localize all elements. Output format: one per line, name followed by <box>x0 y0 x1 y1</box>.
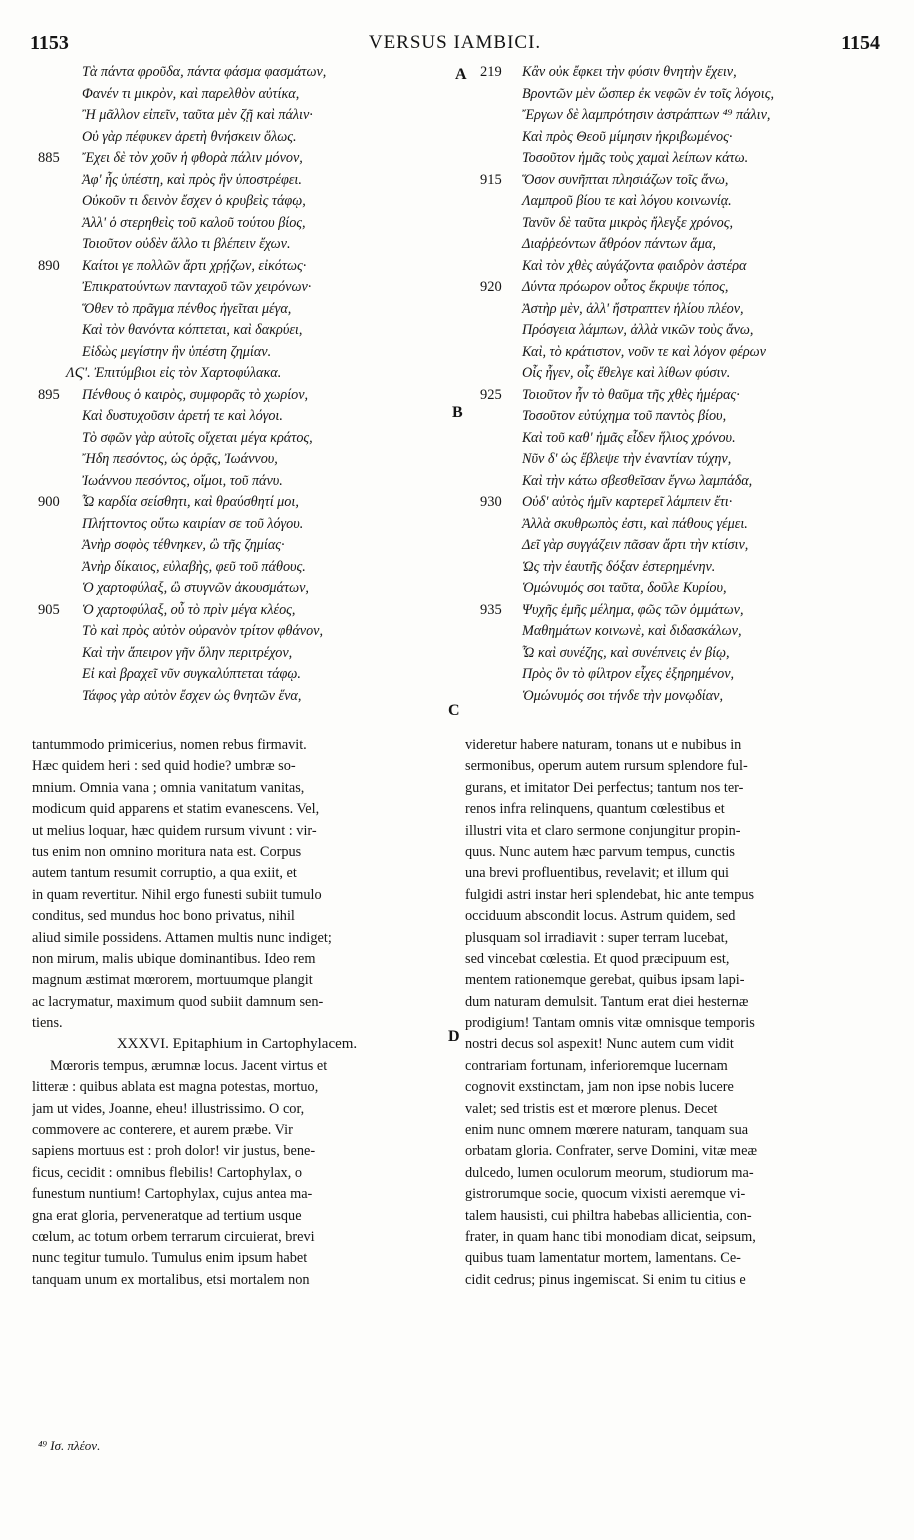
text-line: videretur habere naturam, tonans ut e nubibus in <box>465 737 742 753</box>
verse-text: Τανῦν δὲ ταῦτα μικρὸς ἤλεγξε χρόνος, <box>522 214 734 231</box>
verse-text: Μαθημάτων κοινωνὲ, καὶ διδασκάλων, <box>522 623 742 639</box>
verse-line <box>38 621 450 643</box>
verse-line <box>480 342 880 364</box>
text-line: enim nunc omnem mœrere naturam, tanquam sua <box>465 1122 749 1139</box>
text-line: prodigium! Tantam omnis vitæ omnisque temporis <box>465 1015 755 1032</box>
verse-text: Εἰ καὶ βραχεῖ νῦν συγκαλύπτεται τάφῳ. <box>82 666 301 682</box>
text-line: renos infra relinquens, quantum cœlestibus et <box>465 801 725 818</box>
verse-line <box>38 557 450 579</box>
verse-line <box>38 148 450 170</box>
text-line: litteræ : quibus ablata est magna potestas, mortuo, <box>32 1079 319 1096</box>
verse-line <box>480 686 880 708</box>
text-line: funestum nuntium! Cartophylax, cujus antea ma- <box>32 1186 313 1203</box>
text-line: una brevi profluentibus, revelavit; et illum qui <box>465 865 730 882</box>
verse-line <box>480 385 880 407</box>
verse-number: 920 <box>480 279 502 295</box>
verse-text: Ἔργων δὲ λαμπρότησιν ἀστράπτων ⁴⁹ πάλιν, <box>522 107 771 123</box>
verse-text: Δεῖ γὰρ συγγάζειν πᾶσαν ἄρτι τὴν κτίσιν, <box>522 537 749 553</box>
epitaph-title: XXXVI. Epitaphium in Cartophylacem. <box>116 1036 358 1053</box>
verse-text: Καὶ τοῦ καθ' ἡμᾶς εἶδεν ἥλιος χρόνου. <box>522 429 736 446</box>
text-line: tiens. <box>32 1015 63 1032</box>
verse-line <box>38 600 450 622</box>
text-line: nostri decus sol aspexit! Nunc autem cum vidit <box>465 1036 734 1053</box>
text-line: sed vincebat cœlestia. Et quod præcipuum est, <box>465 950 730 967</box>
text-line: ut melius loquar, hæc quidem rursum vivunt : vir- <box>32 822 317 839</box>
verse-line <box>480 277 880 299</box>
running-title: VERSUS IAMBICI. <box>368 32 542 53</box>
verse-text: Οὐδ' αὐτὸς ἡμῖν καρτερεῖ λάμπειν ἔτι· <box>522 494 733 510</box>
latin-translation-column-right <box>465 735 878 1291</box>
verse-text: Ἀνὴρ σοφὸς τέθνηκεν, ὢ τῆς ζημίας· <box>82 537 285 553</box>
text-line: in quam revertitur. Nihil ergo funesti subiit tumulo <box>32 886 322 903</box>
verse-text: Ὦ καρδία σείσθητι, καὶ θραύσθητί μοι, <box>82 494 299 510</box>
text-line: talem hausisti, cui philtra habebas allicientia, con- <box>465 1207 752 1224</box>
verse-line <box>480 428 880 450</box>
verse-line <box>38 385 450 407</box>
text-line: cognovit exstinctam, jam non ipse nobis lucere <box>465 1079 734 1096</box>
verse-text: ΛϚ'. Ἐπιτύμβιοι εἰς τὸν Χαρτοφύλακα. <box>66 365 282 381</box>
verse-text: Τάφος γὰρ αὐτὸν ἔσχεν ὡς θνητῶν ἕνα, <box>82 687 302 704</box>
verse-text: Ἀλλ' ὁ στερηθεὶς τοῦ καλοῦ τούτου βίος, <box>82 214 306 231</box>
verse-line <box>38 342 450 364</box>
footnote: ⁴⁹ Ισ. πλέον. <box>38 1438 101 1453</box>
verse-text: Ὦ καὶ συνέζης, καὶ συνέπνεις ἐν βίῳ, <box>522 644 730 661</box>
verse-text: Κἂν οὐκ ἔφκει τὴν φύσιν θνητὴν ἔχειν, <box>522 64 737 80</box>
verse-number: 930 <box>480 494 502 510</box>
verse-line <box>480 191 880 213</box>
verse-line <box>480 234 880 256</box>
verse-text: Λαμπροῦ βίου τε καὶ λόγου κοινωνίᾳ. <box>522 193 732 209</box>
text-line: quus. Nunc autem hæc parvum tempus, cunctis <box>465 843 736 860</box>
verse-text: Εἰδὼς μεγίστην ἣν ὑπέστη ζημίαν. <box>82 343 272 360</box>
verse-line <box>480 256 880 278</box>
text-line: jam ut vides, Joanne, eheu! illustrissimo. O cor, <box>32 1100 305 1117</box>
verse-line <box>38 686 450 708</box>
verse-number: 915 <box>480 171 502 188</box>
text-line: valet; sed tristis est et mœrore plenus. Decet <box>465 1100 718 1117</box>
verse-number: 905 <box>38 601 60 618</box>
text-line: mentem rationemque gerebat, quibus ipsam lapi- <box>465 972 745 989</box>
verse-text: Πρόσγεια λάμπων, ἀλλὰ νικῶν τοὺς ἄνω, <box>522 322 754 338</box>
verse-line <box>38 514 450 536</box>
verse-line <box>480 62 880 84</box>
verse-line <box>38 535 450 557</box>
verse-text: Δύντα πρόωρον οὗτος ἔκρυψε τόπος, <box>522 279 729 295</box>
text-line: non mirum, malis ubique dominantibus. Ideo rem <box>32 950 316 967</box>
verse-text: Τοιοῦτον οὐδὲν ἄλλο τι βλέπειν ἔχων. <box>82 236 291 252</box>
latin-translation-column-left <box>32 735 442 1291</box>
verse-text: Ψυχῆς ἐμῆς μέλημα, φῶς τῶν ὀμμάτων, <box>522 601 744 618</box>
verse-line <box>480 578 880 600</box>
verse-line <box>480 170 880 192</box>
verse-text: Ἀστὴρ μὲν, ἀλλ' ἤστραπτεν ἡλίου πλέον, <box>522 300 744 317</box>
verse-number: 890 <box>38 257 60 274</box>
verse-line <box>38 213 450 235</box>
verse-text: Ὁμώνυμός σοι τήνδε τὴν μονῳδίαν, <box>522 687 724 704</box>
text-line: autem tantum resumit corruptio, a qua exiit, et <box>32 865 297 882</box>
verse-line <box>480 557 880 579</box>
verse-text: Καὶ τὸν θανόντα κόπτεται, καὶ δακρύει, <box>82 322 303 338</box>
verse-line <box>38 428 450 450</box>
verse-text: Ἰωάννου πεσόντος, οἴμοι, τοῦ πάνυ. <box>82 472 283 489</box>
text-line: Hæc quidem heri : sed quid hodie? umbræ so- <box>32 758 296 775</box>
right-page-number: 1154 <box>841 32 880 54</box>
verse-text: Ὅσον συνῆπται πλησιάζων τοῖς ἄνω, <box>522 171 729 188</box>
verse-text: Τοιοῦτον ἦν τὸ θαῦμα τῆς χθὲς ἡμέρας· <box>522 386 740 403</box>
verse-text: Καὶ δυστυχοῦσιν ἀρετή τε καὶ λόγοι. <box>82 408 283 424</box>
text-line: conditus, sed mundus hoc bono privatus, nihil <box>32 908 295 925</box>
verse-line <box>38 299 450 321</box>
verse-line <box>480 127 880 149</box>
verse-text: Βροντῶν μὲν ὥσπερ ἐκ νεφῶν ἐν τοῖς λόγοις, <box>522 85 774 102</box>
text-line: aliud simile possidens. Attamen multis nunc indiget; <box>32 929 332 946</box>
text-line: contrariam fortunam, inferioremque lucernam <box>465 1057 728 1074</box>
verse-line <box>38 84 450 106</box>
verse-text: Καίτοι γε πολλῶν ἄρτι χρῄζων, εἰκότως· <box>82 257 307 274</box>
text-line: tus enim non omnino moritura nata est. Corpus <box>32 843 302 860</box>
verse-line <box>480 492 880 514</box>
verse-text: Οἷς ἦγεν, οἷς ἔθελγε καὶ λίθων φύσιν. <box>522 365 731 381</box>
verse-text: Τὸ καὶ πρὸς αὐτὸν οὐρανὸν τρίτον φθάνον, <box>82 623 324 639</box>
verse-text: Ὁμώνυμός σοι ταῦτα, δοῦλε Κυρίου, <box>522 580 727 596</box>
verse-text: Καὶ πρὸς Θεοῦ μίμησιν ἠκριβωμένος· <box>522 128 733 145</box>
text-line: fulgidi astri instar heri splendebat, hic ante tempus <box>465 886 755 903</box>
verse-text: Ἐπικρατούντων πανταχοῦ τῶν χειρόνων· <box>82 279 312 295</box>
text-line: illustri vita et claro sermone conjungitur propin- <box>465 822 741 839</box>
verse-line <box>480 643 880 665</box>
text-line: frater, in quam hanc tibi monodiam dicat, seipsum, <box>465 1228 756 1245</box>
text-line: nunc tegitur tumulo. Tumulus enim ipsum habet <box>32 1250 308 1267</box>
verse-text: Πλήττοντος οὕτω καιρίαν σε τοῦ λόγου. <box>82 515 304 532</box>
verse-text: Ὅθεν τὸ πρᾶγμα πένθος ἡγεῖται μέγα, <box>82 300 292 317</box>
verse-line <box>480 535 880 557</box>
verse-text: Ὡς τὴν ἑαυτῆς δόξαν ἐστερημένην. <box>522 558 716 575</box>
verse-text: Ἢ μᾶλλον εἰπεῖν, ταῦτα μὲν ζῇ καὶ πάλιν· <box>82 107 313 123</box>
text-line: occiduum abscondit locus. Astrum quidem, sed <box>465 908 736 925</box>
verse-number: 885 <box>38 150 60 166</box>
greek-verse-column-right <box>480 62 880 707</box>
text-line: cidit cedrus; pinus ingemiscat. Si enim tu citius e <box>465 1271 746 1288</box>
verse-number: 900 <box>38 494 60 510</box>
verse-text: Καὶ τὸν χθὲς αὐγάζοντα φαιδρὸν ἀστέρα <box>522 257 747 274</box>
text-line: gna erat gloria, perveneratque ad tertium usque <box>32 1207 302 1224</box>
verse-line <box>38 256 450 278</box>
text-line: sapiens mortuus est : proh dolor! vir justus, bene- <box>32 1143 316 1160</box>
verse-line <box>38 191 450 213</box>
left-page-number: 1153 <box>30 32 69 54</box>
verse-line <box>38 471 450 493</box>
text-line: dum naturam demulsit. Tantum erat diei hesternæ <box>465 993 749 1010</box>
verse-line <box>38 320 450 342</box>
verse-text: Διαῤῥεόντων ἄθρόον πάντων ἅμα, <box>522 236 716 252</box>
verse-number: 895 <box>38 386 60 403</box>
text-line: tantummodo primicerius, nomen rebus firmavit. <box>32 737 307 753</box>
verse-line <box>480 84 880 106</box>
verse-line <box>480 299 880 321</box>
verse-text: Τοσοῦτον ἡμᾶς τοὺς χαμαὶ λείπων κάτω. <box>522 150 749 166</box>
verse-line <box>480 105 880 127</box>
verse-line <box>38 578 450 600</box>
verse-text: Ἀφ' ἧς ὑπέστη, καὶ πρὸς ἣν ὑποστρέφει. <box>82 171 302 188</box>
verse-line <box>38 234 450 256</box>
text-line: ficus, cecidit : omnibus flebilis! Cartophylax, o <box>32 1164 303 1181</box>
text-line: Mœroris tempus, ærumnæ locus. Jacent virtus et <box>50 1057 328 1074</box>
text-line: dulcedo, lumen oculorum meorum, studiorum ma- <box>465 1164 754 1181</box>
verse-line <box>38 127 450 149</box>
text-line: sermonibus, operum autem rursum splendore ful- <box>465 758 748 775</box>
verse-line <box>480 320 880 342</box>
verse-line <box>480 471 880 493</box>
text-line: magnum æstimat mœrorem, mortuumque plangit <box>32 972 313 989</box>
verse-text: Καὶ, τὸ κράτιστον, νοῦν τε καὶ λόγον φέρων <box>522 343 766 360</box>
verse-text: Ὁ χαρτοφύλαξ, οὗ τὸ πρὶν μέγα κλέος, <box>82 601 296 618</box>
page-header <box>30 32 880 58</box>
verse-line <box>480 363 880 385</box>
verse-line <box>38 62 450 84</box>
verse-line <box>480 148 880 170</box>
verse-line <box>480 664 880 686</box>
verse-line <box>38 664 450 686</box>
text-line: mnium. Omnia vana ; omnia vanitatum vanitas, <box>32 779 305 796</box>
verse-text: Καὶ τὴν ἄπειρον γῆν ὅλην περιτρέχον, <box>82 644 293 661</box>
section-heading <box>38 363 450 385</box>
verse-text: Ἀλλὰ σκυθρωπὸς ἐστι, καὶ πάθους γέμει. <box>522 515 748 532</box>
text-line: gistrorumque socie, quocum vixisti aeremque vi- <box>465 1186 746 1203</box>
verse-line <box>480 621 880 643</box>
margin-letter-a: A <box>455 66 467 83</box>
greek-verse-column-left <box>38 62 450 707</box>
verse-line <box>480 449 880 471</box>
margin-letter-c: C <box>448 702 460 719</box>
text-line: cœlum, ac totum orbem terrarum circuierat, brevi <box>32 1228 315 1245</box>
verse-text: Φανέν τι μικρὸν, καὶ παρελθὸν αὐτίκα, <box>82 85 300 102</box>
verse-line <box>38 492 450 514</box>
verse-text: Πρὸς ὃν τὸ φίλτρον εἶχες ἐξηρημένον, <box>522 666 735 682</box>
text-line: orbatam gloria. Confrater, serve Domini, vitæ meæ <box>465 1143 758 1160</box>
verse-text: Ἤδη πεσόντος, ὡς ὁρᾷς, Ἰωάννου, <box>82 451 278 467</box>
text-line: ac lacrymatur, maximum quod subiit damnum sen- <box>32 993 324 1010</box>
verse-text: Οὐ γὰρ πέφυκεν ἀρετὴ θνήσκειν ὅλως. <box>82 128 297 145</box>
text-line: plusquam sol irradiavit : super terram lucebat, <box>465 929 729 946</box>
margin-letter-b: B <box>452 404 463 421</box>
verse-line <box>38 170 450 192</box>
text-line: commovere ac conterere, et aurem præbe. Vir <box>32 1122 293 1139</box>
verse-number: 925 <box>480 386 502 403</box>
verse-line <box>480 213 880 235</box>
verse-line <box>480 514 880 536</box>
verse-text: Τὰ πάντα φροῦδα, πάντα φάσμα φασμάτων, <box>82 64 327 80</box>
verse-text: Τοσοῦτον εὐτύχημα τοῦ παντὸς βίου, <box>522 408 727 424</box>
verse-text: Ὁ χαρτοφύλαξ, ὢ στυγνῶν ἀκουσμάτων, <box>82 580 309 596</box>
verse-line <box>38 406 450 428</box>
verse-text: Πένθους ὁ καιρὸς, συμφορᾶς τὸ χωρίον, <box>82 386 309 403</box>
verse-line <box>38 643 450 665</box>
verse-text: Ἔχει δὲ τὸν χοῦν ἡ φθορὰ πάλιν μόνον, <box>82 150 303 166</box>
verse-text: Νῦν δ' ὡς ἔβλεψε τὴν ἐναντίαν τύχην, <box>522 451 732 467</box>
verse-text: Ἀνὴρ δίκαιος, εὐλαβὴς, φεῦ τοῦ πάθους. <box>82 558 306 575</box>
verse-line <box>38 105 450 127</box>
text-line: tanquam unum ex mortalibus, etsi mortalem non <box>32 1271 310 1288</box>
verse-number: 219 <box>480 64 502 80</box>
verse-line <box>480 406 880 428</box>
verse-line <box>38 449 450 471</box>
text-line: gurans, et imitator Dei perfectus; tantum nos ter- <box>465 779 744 796</box>
verse-number: 935 <box>480 601 502 618</box>
text-line: quibus tuam lamentatur mortem, lamentans. Ce- <box>465 1250 741 1267</box>
text-line: modicum quid apparens et statim evanescens. Vel, <box>32 801 320 818</box>
verse-line <box>480 600 880 622</box>
verse-text: Καὶ τὴν κάτω σβεσθεῖσαν ἔγνω λαμπάδα, <box>522 472 753 489</box>
margin-letter-d: D <box>448 1028 460 1045</box>
verse-text: Οὐκοῦν τι δεινὸν ἔσχεν ὁ κρυβεὶς τάφῳ, <box>82 193 306 209</box>
verse-line <box>38 277 450 299</box>
verse-text: Τὸ σφῶν γὰρ αὐτοῖς οἴχεται μέγα κράτος, <box>82 429 313 446</box>
